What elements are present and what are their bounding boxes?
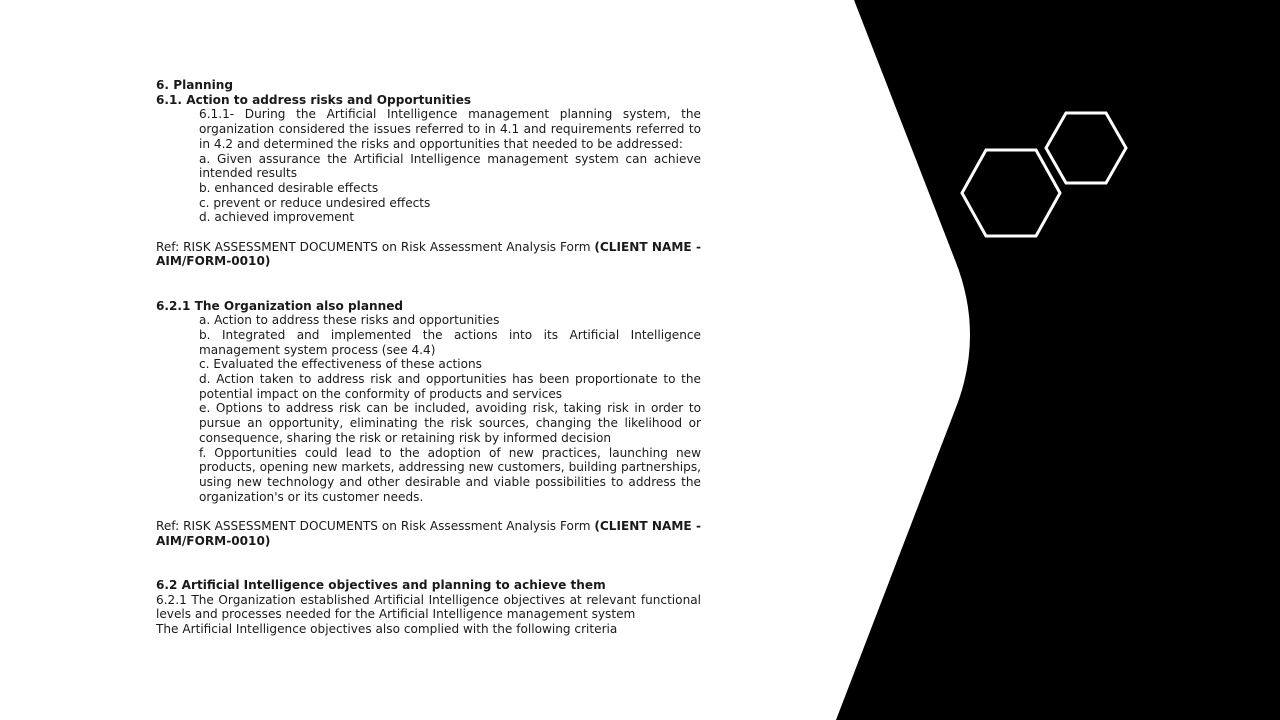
reference-line	[156, 240, 701, 269]
section-6-title: 6. Planning	[156, 78, 234, 92]
reference-form-code: (CLIENT NAME -AIM/FORM-0010)	[156, 239, 701, 269]
reference-form-code: (CLIENT NAME -AIM/FORM-0010)	[156, 519, 701, 548]
document-body	[156, 78, 701, 637]
list-item: a. Action to address these risks and opportunities	[199, 313, 500, 328]
list-item: c. prevent or reduce undesired effects	[199, 195, 431, 210]
black-side-panel	[836, 0, 1280, 720]
section-6-2-criteria-line: The Artificial Intelligence objectives also complied with the following criteria	[156, 621, 618, 636]
list-item: b. enhanced desirable effects	[199, 180, 379, 195]
section-6-1-title: 6.1. Action to address risks and Opportunities	[156, 92, 472, 107]
section-6-2-1-title: 6.2.1 The Organization also planned	[156, 298, 404, 313]
section-6-2-paragraph: 6.2.1 The Organization established Artificial Intelligence objectives at relevant functional levels and processes needed for the Artificial Intelligence management system	[156, 592, 701, 622]
list-item: d. achieved improvement	[199, 210, 355, 225]
reference-text: Ref: RISK ASSESSMENT DOCUMENTS on Risk Assessment Analysis Form	[156, 239, 595, 254]
list-item: a. Given assurance the Artificial Intelligence management system can achieve intended results	[199, 151, 701, 181]
section-6-2-title: 6.2 Artificial Intelligence objectives and planning to achieve them	[156, 577, 606, 592]
reference-text: Ref: RISK ASSESSMENT DOCUMENTS on Risk Assessment Analysis Form	[156, 519, 595, 534]
reference-line	[156, 519, 701, 548]
section-6-1-1-intro: 6.1.1- During the Artificial Intelligence management planning system, the organization considered the issues referred to in 4.1 and requirements referred to in 4.2 and determined the risks and opportunities that needed to be addressed:	[199, 107, 701, 151]
list-item: d. Action taken to address risk and opportunities has been proportionate to the potential impact on the conformity of products and services	[199, 372, 701, 401]
list-item: b. Integrated and implemented the actions into its Artificial Intelligence management system process (see 4.4)	[199, 327, 701, 357]
list-item: c. Evaluated the effectiveness of these actions	[199, 357, 482, 372]
list-item: e. Options to address risk can be included, avoiding risk, taking risk in order to pursue an opportunity, eliminating the risk sources, changing the likelihood or consequence, sharing the risk or retaining risk by informed decision	[199, 401, 701, 445]
list-item: f. Opportunities could lead to the adoption of new practices, launching new products, opening new markets, addressing new customers, building partnerships, using new technology and other desirable and viable possibilities to address the organization's or its customer needs.	[199, 445, 701, 504]
